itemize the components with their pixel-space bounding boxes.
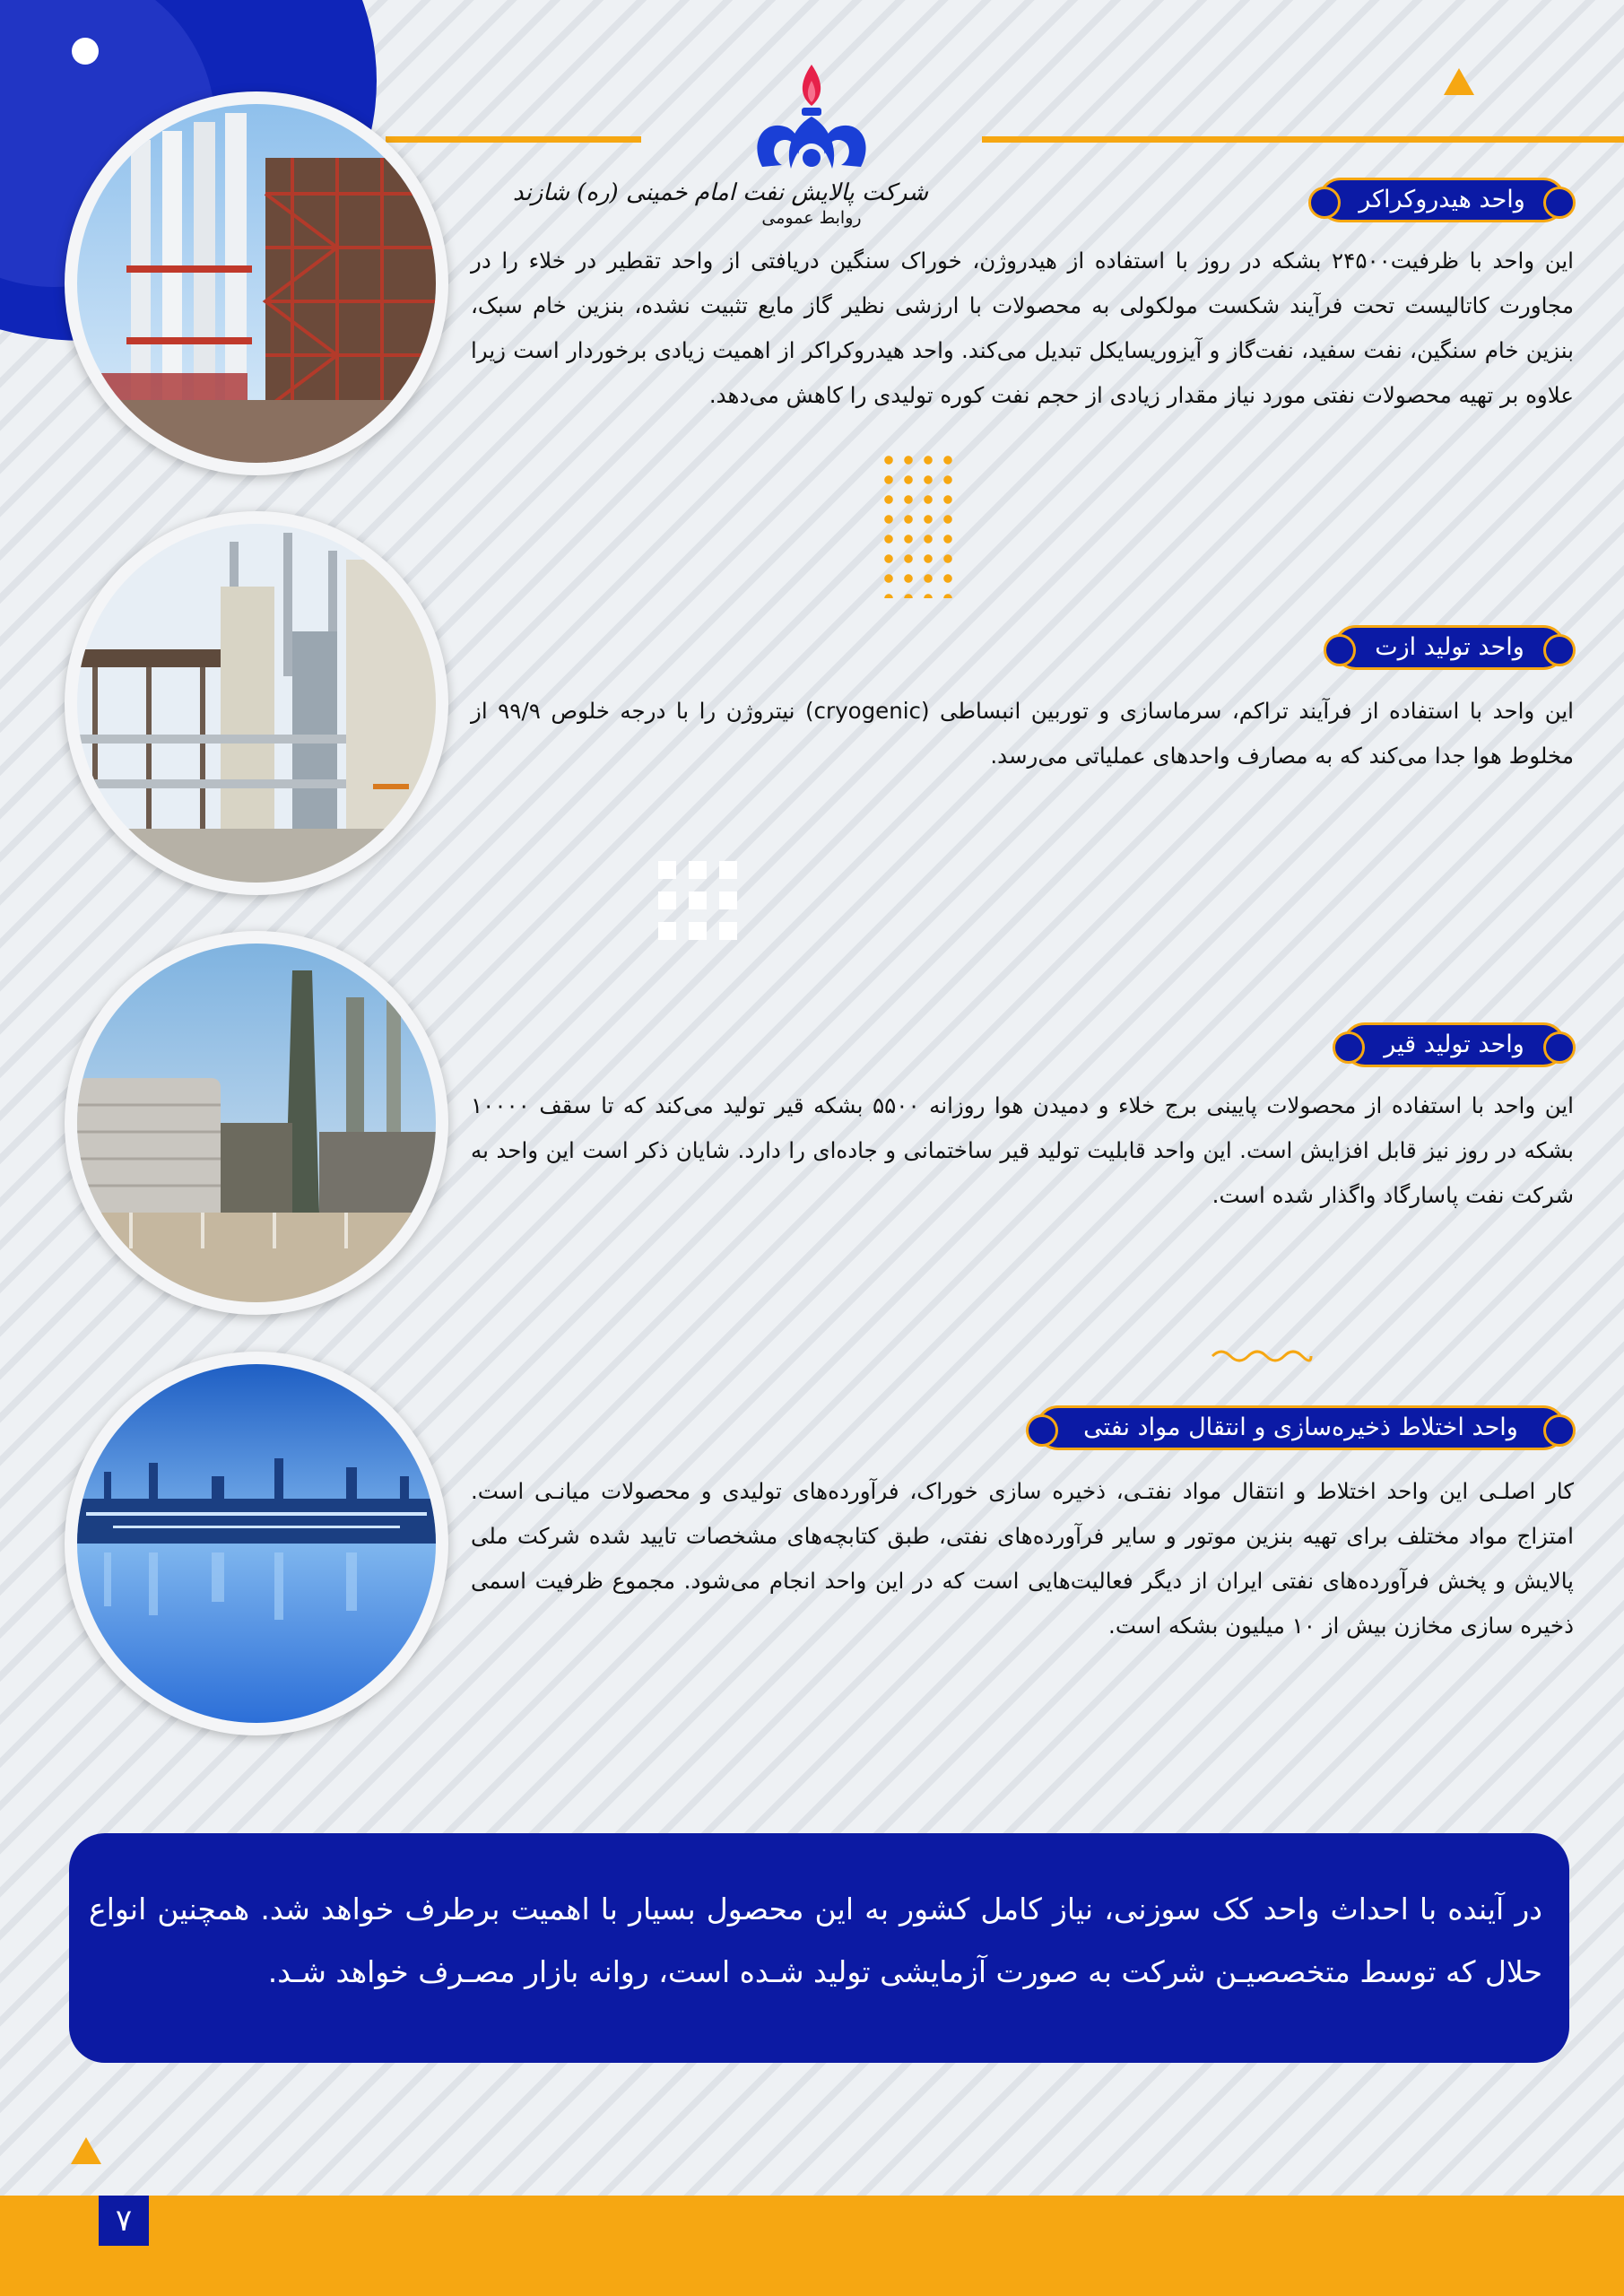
page-number: ۷ [99, 2196, 149, 2246]
logo-department: روابط عمومی [761, 208, 862, 228]
flame-emblem-icon [744, 61, 879, 178]
hydrocracker-photo [65, 91, 448, 475]
section-title-bitumen: واحد تولید قیر [1342, 1022, 1566, 1067]
section-title-nitrogen: واحد تولید ازت [1333, 625, 1566, 670]
section-body-storage: کار اصلـی این واحد اختلاط و انتقال مواد نفتـی، ذخیره سازی خوراک، فرآورده‌های تولیدی و محصولات میانـی است. امتزاج مواد مختلف برای تهیه بنزین موتور و سایر فرآورده‌های نفتی، طبق کتابچه‌های مشخصات تایید شده شرکت ملی پالایش و پخش فرآورده‌های نفتی ایران از دیگر فعالیت‌هایی است که در این واحد انجام می‌شود. مجموع ظرفیت اسمی ذخیره سازی مخازن بیش از ۱۰ میلیون بشکه است. [471, 1478, 1574, 1639]
footer-bar [0, 2196, 1624, 2296]
section-body-hydrocracker: این واحد با ظرفیت۲۴۵۰۰ بشکه در روز با استفاده از هیدروژن، خوراک سنگین دریافتی از واحد تقطیر در خلاء را در مجاورت کاتالیست تحت فرآیند شکست مولکولی به محصولات با ارزشی نظیر گاز مایع تثبیت نشده، بنزین خام سبک، بنزین خام سنگین، نفت سفید، نفت‌گاز و آیزوریسایکل تبدیل می‌کند. واحد هیدروکراکر از اهمیت زیادی برخوردار است زیرا علاوه بر تهیه محصولات نفتی مورد نیاز مقدار زیادی از حجم نفت کوره تولیدی را کاهش می‌دهد. [471, 248, 1574, 408]
storage-unit-photo [65, 1352, 448, 1735]
company-logo [512, 61, 928, 240]
triangle-decoration-bottom [71, 2137, 101, 2164]
nitrogen-unit-photo [65, 511, 448, 895]
summary-banner-text: در آینده با احداث واحد کک سوزنی، نیاز کامل کشور به این محصول بسیار با اهمیت برطرف خواهد شد. همچنین انواع حلال که توسط متخصصیـن شرکت به صورت آزمایشی تولید شـده است، روانه بازار مصـرف خواهد شـد. [89, 1892, 1542, 1989]
wave-decoration [1211, 1344, 1314, 1365]
logo-company-name: شرکت پالایش نفت امام خمینی (ره) شازند [512, 179, 928, 206]
section-body-nitrogen: این واحد با استفاده از فرآیند تراکم، سرماسازی و توربین انبساطی (cryogenic) نیتروژن را با درجه خلوص ۹۹/۹ از مخلوط هوا جدا می‌کند که به مصارف واحدهای عملیاتی می‌رسد. [471, 698, 1574, 769]
section-title-hydrocracker: واحد هیدروکراکر [1318, 178, 1566, 222]
white-dot-decoration [72, 38, 99, 65]
header-line-right [982, 136, 1624, 143]
bitumen-unit-photo [65, 931, 448, 1315]
orange-dot-grid-decoration [879, 450, 960, 598]
section-title-storage: واحد اختلاط ذخیره‌سازی و انتقال مواد نفتی [1036, 1405, 1566, 1450]
header-line-left [386, 136, 641, 143]
section-body-bitumen: این واحد با استفاده از محصولات پایینی برج خلاء و دمیدن هوا روزانه ۵۵۰۰ بشکه قیر تولید می‌کند که تا سقف ۱۰۰۰۰ بشکه در روز نیز قابل افزایش است. این واحد قابلیت تولید قیر ساختمانی و جاده‌ای را دارد. شایان ذکر است این واحد به شرکت نفت پاسارگاد واگذار شده است. [471, 1092, 1574, 1208]
triangle-decoration-top [1444, 68, 1474, 95]
summary-banner [69, 1833, 1569, 2063]
